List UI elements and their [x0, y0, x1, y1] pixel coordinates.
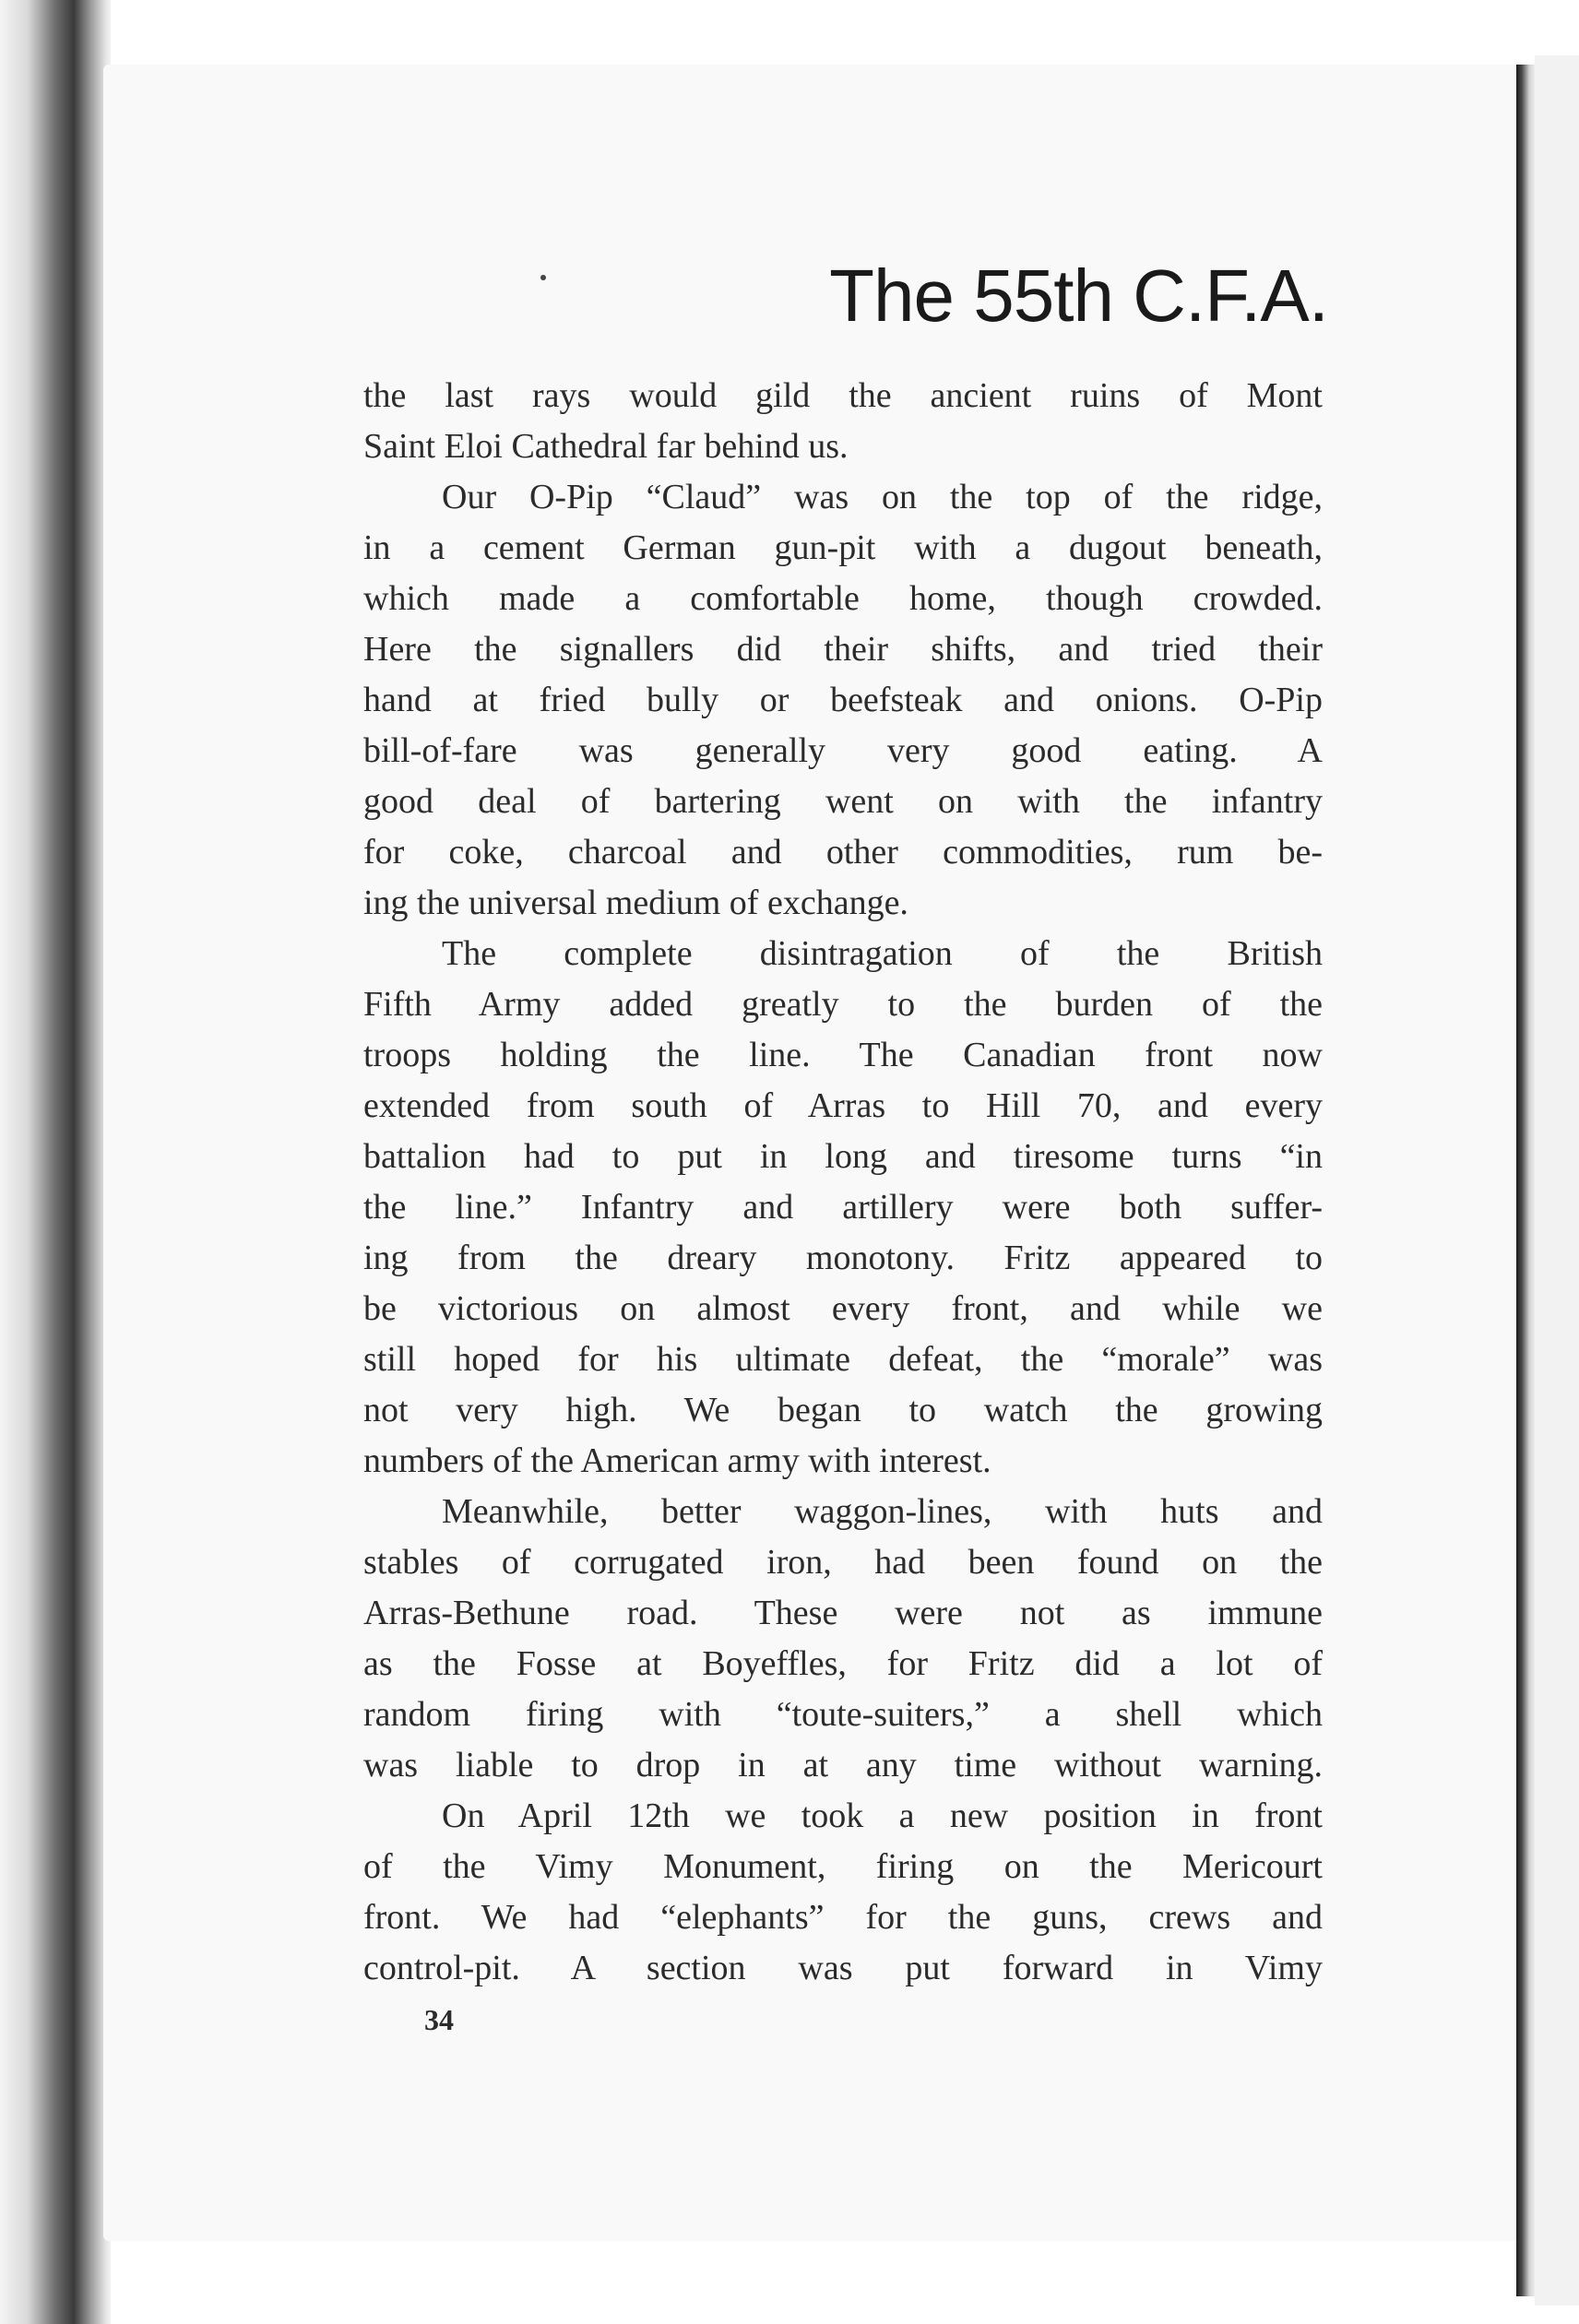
text-line: Fifth Army added greatly to the burden of the [363, 985, 1323, 1024]
ink-speck [540, 275, 546, 280]
text-line: still hoped for his ultimate defeat, the “morale” was [363, 1340, 1323, 1379]
text-line: Here the signallers did their shifts, and tried their [363, 630, 1323, 669]
text-line: Arras-Bethune road. These were not as immune [363, 1594, 1323, 1632]
text-line: good deal of bartering went on with the infantry [363, 782, 1323, 821]
text-line: was liable to drop in at any time without warning. [363, 1746, 1323, 1784]
text-line: not very high. We began to watch the growing [363, 1391, 1323, 1429]
text-line: troops holding the line. The Canadian front now [363, 1036, 1323, 1074]
facing-page-margin [1535, 55, 1579, 2306]
text-line: front. We had “elephants” for the guns, crews and [363, 1898, 1323, 1937]
text-line: be victorious on almost every front, and while we [363, 1289, 1323, 1328]
body-text [363, 371, 1323, 1994]
running-head: The 55th C.F.A. [829, 255, 1328, 337]
text-line: the last rays would gild the ancient ruins of Mont [363, 376, 1323, 415]
text-line: random firing with “toute-suiters,” a shell which [363, 1695, 1323, 1734]
text-line: hand at fried bully or beefsteak and onions. O-Pip [363, 681, 1323, 719]
text-line: Saint Eloi Cathedral far behind us. [363, 427, 849, 466]
text-line: in a cement German gun-pit with a dugout beneath, [363, 528, 1323, 567]
page-number: 34 [424, 2003, 454, 2036]
text-line: On April 12th we took a new position in front [442, 1796, 1323, 1835]
text-line: Our O-Pip “Claud” was on the top of the ridge, [442, 478, 1323, 516]
facing-page-edge [1516, 65, 1535, 2296]
text-line: ing the universal medium of exchange. [363, 883, 908, 922]
text-line: control-pit. A section was put forward in Vimy [363, 1949, 1323, 1987]
text-line: for coke, charcoal and other commodities, rum be- [363, 833, 1323, 872]
text-line: extended from south of Arras to Hill 70, and every [363, 1086, 1323, 1125]
text-line: ing from the dreary monotony. Fritz appeared to [363, 1239, 1323, 1277]
text-line: Meanwhile, better waggon-lines, with huts and [442, 1492, 1323, 1531]
text-line: The complete disintragation of the British [442, 934, 1323, 973]
text-line: numbers of the American army with interest. [363, 1441, 991, 1480]
text-line: of the Vimy Monument, firing on the Mericourt [363, 1847, 1323, 1886]
text-line: as the Fosse at Boyeffles, for Fritz did a lot of [363, 1644, 1323, 1683]
text-line: which made a comfortable home, though crowded. [363, 579, 1323, 618]
text-line: the line.” Infantry and artillery were both suffer- [363, 1188, 1323, 1227]
text-line: stables of corrugated iron, had been found on the [363, 1543, 1323, 1582]
text-line: battalion had to put in long and tiresome turns “in [363, 1137, 1323, 1176]
text-line: bill-of-fare was generally very good eating. A [363, 731, 1323, 770]
book-spine-gutter [0, 0, 111, 2324]
